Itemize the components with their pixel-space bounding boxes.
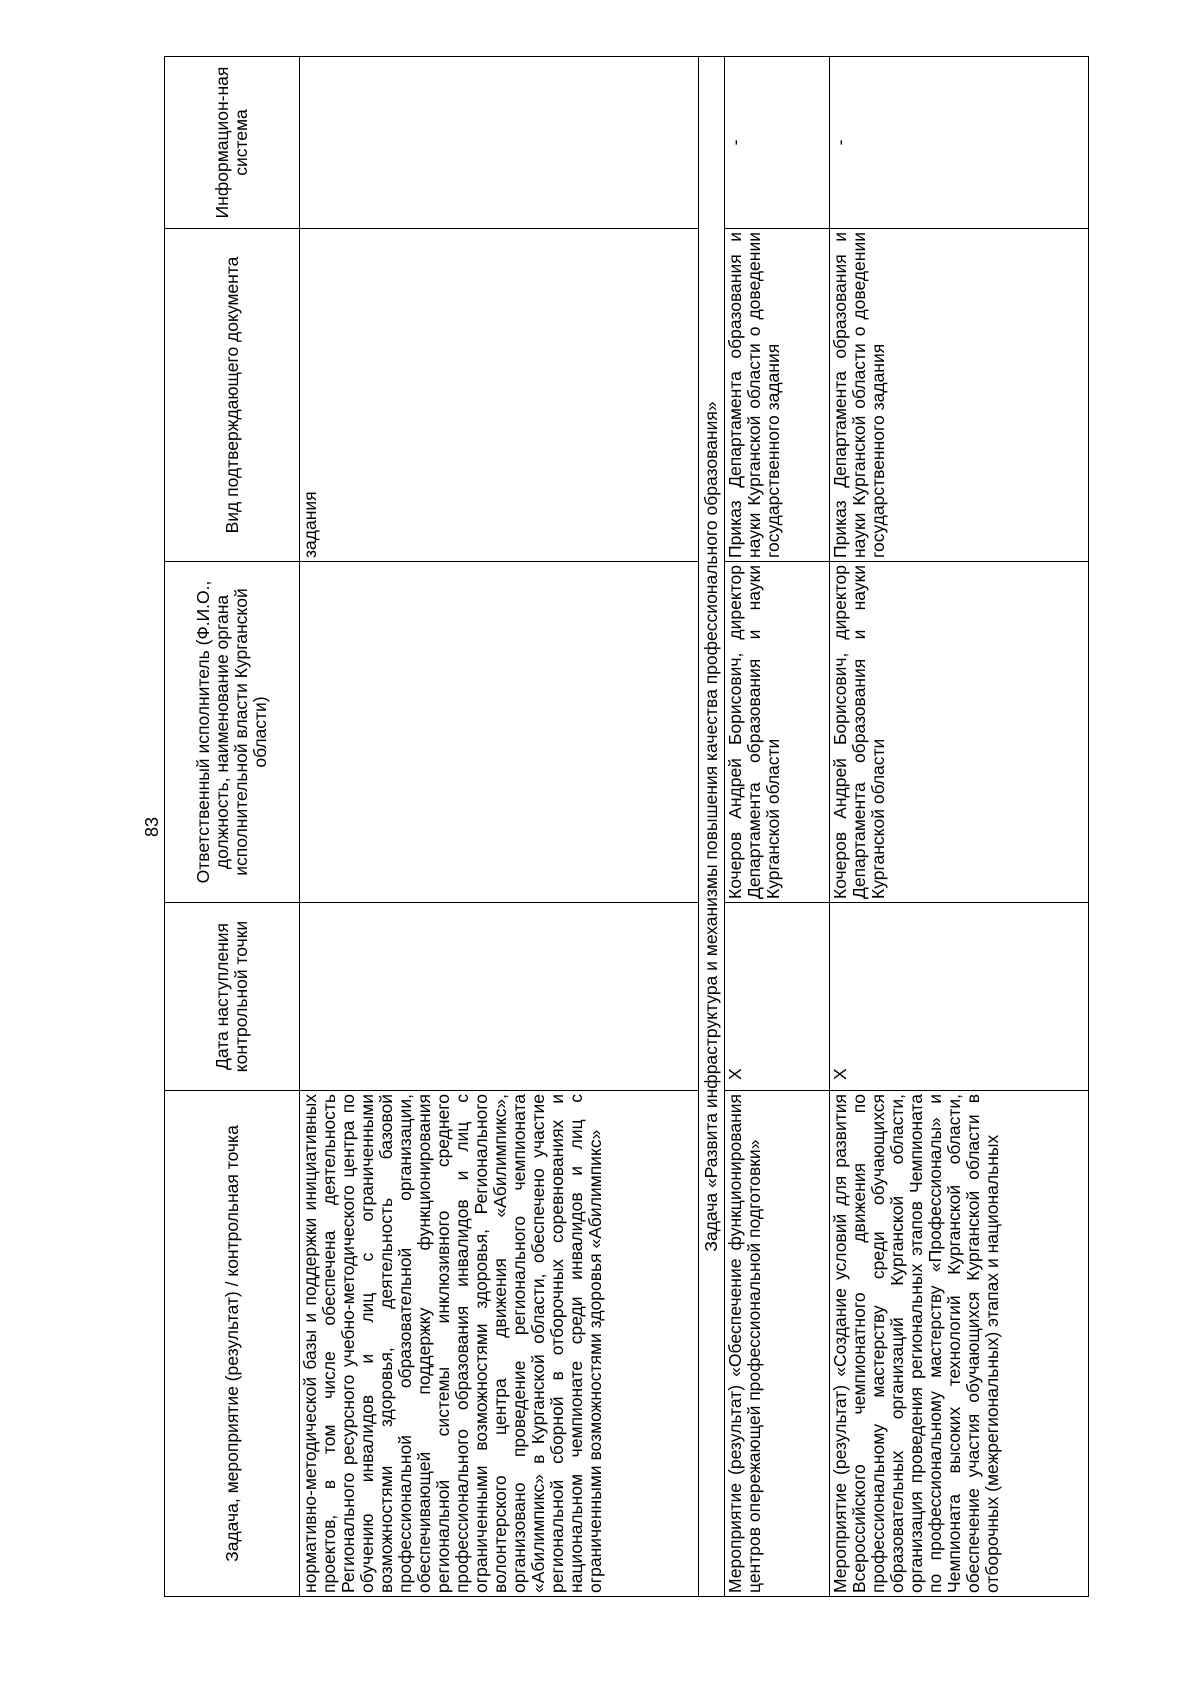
table-row (725, 57, 830, 1597)
cell-task: нормативно-методической базы и поддержки инициативных проектов, в том числе обеспечена деятельность Регионального ресурсного учебно-методического центра по обучению инвалидов и лиц с ограниченными возможностями здоровья, деятельность базовой профессиональной образовательной организации, обеспечивающей поддержку функционирования региональной системы инклюзивного среднего профессионального образования инвалидов и лиц с ограниченными возможностями здоровья, Регионального волонтерского центра движения «Абилимпикс», организовано проведение регионального чемпионата «Абилимпикс» в Курганской области, обеспечено участие региональной сборной в отборочных соревнованиях и национальном чемпионате среди инвалидов и лиц с ограниченными возможностями здоровья «Абилимпикс» (300, 1091, 699, 1597)
cell-task: Мероприятие (результат) «Создание условий для развития Всероссийского чемпионатного движения по профессиональному мастерству среди обучающихся образовательных организаций Курганской области, организация проведения региональных этапов Чемпионата по профессиональному мастерству «Профессионалы» и Чемпионата высоких технологий Курганской области, обеспечение участия обучающихся Курганской области в отборочных (межрегиональных) этапах и национальных (830, 1091, 1089, 1597)
control-points-table (164, 56, 1089, 1597)
header-information-system: Информацион-ная система (165, 57, 300, 229)
table-header-row (165, 57, 300, 1597)
header-responsible: Ответственный исполнитель (Ф.И.О., должность, наименование органа исполнительной власти Курганской области) (165, 562, 300, 903)
cell-information-system: - (725, 57, 830, 229)
cell-document-type: задания (300, 229, 699, 562)
rotated-document-page (140, 57, 1095, 1597)
cell-date (300, 903, 699, 1091)
table-row (300, 57, 699, 1597)
cell-date: X (830, 903, 1089, 1091)
cell-responsible: Кочеров Андрей Борисович, директор Департамента образования и науки Курганской области (830, 562, 1089, 903)
cell-information-system (300, 57, 699, 229)
cell-information-system: - (830, 57, 1089, 229)
cell-responsible: Кочеров Андрей Борисович, директор Департамента образования и науки Курганской области (725, 562, 830, 903)
task-heading: Задача «Развита инфраструктура и механизмы повышения качества профессионального образования» (699, 57, 725, 1597)
table-row (830, 57, 1089, 1597)
cell-document-type: Приказ Департамента образования и науки Курганской области о доведении государственного задания (725, 229, 830, 562)
cell-document-type: Приказ Департамента образования и науки Курганской области о доведении государственного задания (830, 229, 1089, 562)
page-number: 83 (142, 816, 162, 838)
header-task: Задача, мероприятие (результат) / контрольная точка (165, 1091, 300, 1597)
task-heading-row (699, 57, 725, 1597)
cell-task: Мероприятие (результат) «Обеспечение функционирования центров опережающей профессиональной подготовки» (725, 1091, 830, 1597)
header-document-type: Вид подтверждающего документа (165, 229, 300, 562)
header-date: Дата наступления контрольной точки (165, 903, 300, 1091)
cell-responsible (300, 562, 699, 903)
cell-date: X (725, 903, 830, 1091)
